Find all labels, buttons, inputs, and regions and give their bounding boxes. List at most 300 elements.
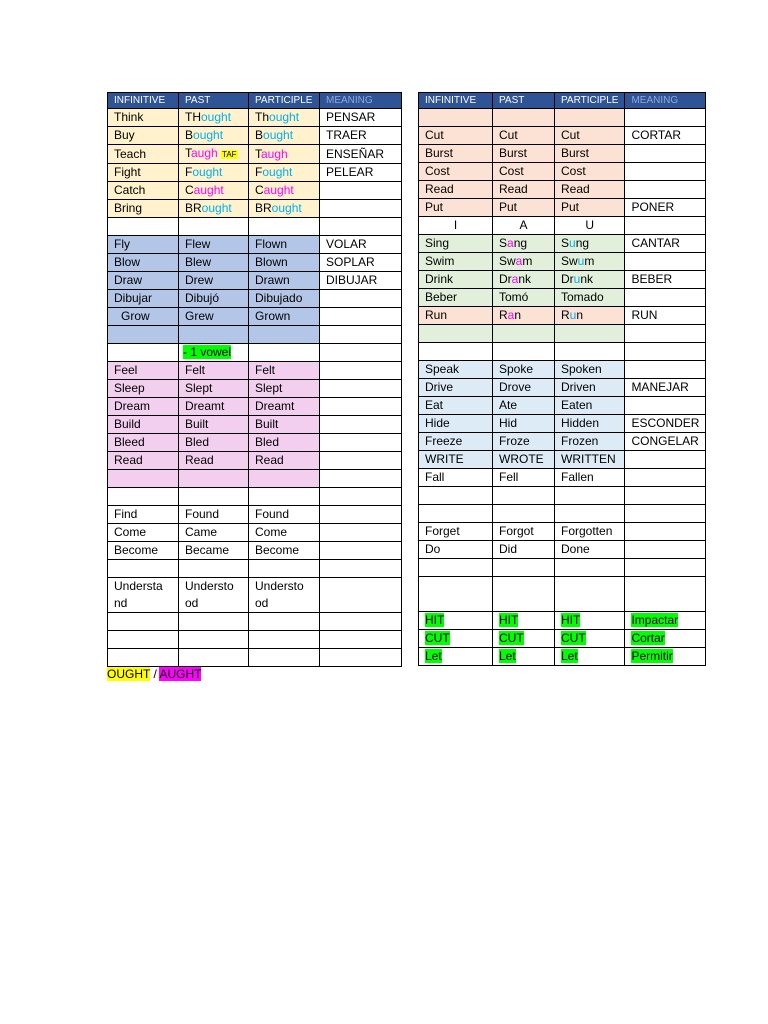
- past-cell: [179, 145, 249, 164]
- table-row: [419, 199, 706, 217]
- participle-stem: S: [561, 236, 570, 250]
- table-row: [108, 127, 402, 145]
- table-row: [108, 182, 402, 200]
- meaning-cell: [625, 469, 706, 487]
- infinitive-cell: Eat: [419, 397, 493, 415]
- table-row: [419, 127, 706, 145]
- participle-cell: Slept: [249, 380, 320, 398]
- past-cell: [493, 648, 555, 666]
- meaning-cell: [625, 541, 706, 559]
- meaning-cell: [320, 542, 402, 560]
- past-cell: Fell: [493, 469, 555, 487]
- infinitive-cell: Bring: [108, 200, 179, 218]
- past-cell: Blew: [179, 254, 249, 272]
- participle-cell: [249, 164, 320, 182]
- participle-ending: ought: [262, 165, 293, 179]
- empty-row: [108, 560, 402, 578]
- highlighted-text: CUT: [561, 631, 586, 645]
- past-cell: Found: [179, 506, 249, 524]
- participle-vowel: u: [569, 236, 576, 250]
- past-cell: [493, 630, 555, 648]
- meaning-cell: [320, 416, 402, 434]
- table-row: [108, 542, 402, 560]
- infinitive-cell: Cut: [419, 127, 493, 145]
- past-cell: Bled: [179, 434, 249, 452]
- participle-stem: T: [255, 146, 261, 161]
- table-row: [419, 612, 706, 630]
- meaning-cell: [320, 308, 402, 326]
- infinitive-cell: Build: [108, 416, 179, 434]
- past-stem: C: [185, 183, 194, 197]
- infinitive-cell: [419, 612, 493, 630]
- empty-row: [108, 488, 402, 506]
- infinitive-cell: Understa nd: [108, 578, 179, 613]
- infinitive-cell: Teach: [108, 145, 179, 164]
- infinitive-cell: Speak: [419, 361, 493, 379]
- past-tail: m: [522, 254, 533, 268]
- past-cell: Understo od: [179, 578, 249, 613]
- past-cell: [493, 271, 555, 289]
- past-cell: Became: [179, 542, 249, 560]
- meaning-cell: SOPLAR: [320, 254, 402, 272]
- legend-ought: OUGHT: [107, 667, 151, 681]
- table-row: [419, 469, 706, 487]
- infinitive-cell: Run: [419, 307, 493, 325]
- participle-cell: [555, 612, 625, 630]
- participle-cell: Eaten: [555, 397, 625, 415]
- participle-cell: Done: [555, 541, 625, 559]
- infinitive-cell: Catch: [108, 182, 179, 200]
- highlighted-text: HIT: [499, 613, 519, 627]
- pronunciation-tag: TAF: [222, 150, 237, 159]
- participle-cell: Bled: [249, 434, 320, 452]
- infinitive-cell: Dibujar: [108, 290, 179, 308]
- past-ending: ought: [192, 165, 223, 179]
- past-cell: [493, 253, 555, 271]
- vowel-note: - 1 vowel: [183, 345, 232, 359]
- participle-cell: [249, 182, 320, 200]
- legend-separator: /: [150, 667, 160, 681]
- participle-cell: Forgotten: [555, 523, 625, 541]
- meaning-cell: [625, 253, 706, 271]
- header-infinitive: INFINITIVE: [108, 93, 179, 109]
- infinitive-cell: Forget: [419, 523, 493, 541]
- participle-cell: [249, 109, 320, 127]
- infinitive-cell: Read: [108, 452, 179, 470]
- participle-cell: WRITTEN: [555, 451, 625, 469]
- vowel-row: [419, 217, 706, 235]
- past-cell: Felt: [179, 362, 249, 380]
- past-cell: Tomó: [493, 289, 555, 307]
- empty-row: [419, 343, 706, 361]
- meaning-cell: [625, 612, 706, 630]
- participle-stem: B: [255, 128, 264, 142]
- highlighted-text: Let: [425, 649, 442, 663]
- table-row: [419, 379, 706, 397]
- table-row: [419, 523, 706, 541]
- past-cell: Slept: [179, 380, 249, 398]
- past-ending: ought: [201, 201, 232, 215]
- infinitive-cell: Think: [108, 109, 179, 127]
- meaning-cell: MANEJAR: [625, 379, 706, 397]
- right-verb-table: [418, 92, 706, 666]
- infinitive-cell: Fight: [108, 164, 179, 182]
- participle-cell: Cost: [555, 163, 625, 181]
- meaning-cell: [320, 182, 402, 200]
- participle-stem: Th: [255, 110, 270, 124]
- past-stem: Sw: [499, 254, 516, 268]
- past-cell: [493, 612, 555, 630]
- infinitive-cell: Fly: [108, 236, 179, 254]
- participle-tail: ng: [575, 236, 590, 250]
- participle-vowel: u: [577, 254, 585, 268]
- meaning-cell: [320, 380, 402, 398]
- participle-cell: [555, 235, 625, 253]
- meaning-cell: [625, 630, 706, 648]
- infinitive-cell: Drive: [419, 379, 493, 397]
- table-row: [108, 308, 402, 326]
- past-stem: B: [185, 128, 194, 142]
- participle-stem: Dr: [561, 272, 574, 286]
- participle-cell: Spoken: [555, 361, 625, 379]
- past-stem: BR: [185, 201, 202, 215]
- participle-vowel: u: [573, 272, 581, 286]
- empty-row: [108, 218, 402, 236]
- table-row: [419, 253, 706, 271]
- participle-cell: Driven: [555, 379, 625, 397]
- meaning-cell: [625, 181, 706, 199]
- meaning-cell: VOLAR: [320, 236, 402, 254]
- infinitive-cell: Become: [108, 542, 179, 560]
- left-verb-table: [107, 92, 402, 667]
- header-row: [108, 93, 402, 109]
- past-ending: aught: [193, 183, 224, 197]
- table-row: [108, 236, 402, 254]
- past-cell: Flew: [179, 236, 249, 254]
- past-cell: [179, 200, 249, 218]
- table-row: [108, 164, 402, 182]
- participle-cell: Dreamt: [249, 398, 320, 416]
- highlighted-text: Impactar: [631, 613, 679, 627]
- participle-ending: augh: [261, 146, 288, 161]
- participle-ending: ought: [271, 201, 302, 215]
- meaning-cell: [320, 524, 402, 542]
- participle-cell: Cut: [555, 127, 625, 145]
- table-row: [419, 307, 706, 325]
- infinitive-cell: [419, 648, 493, 666]
- table-row: [419, 289, 706, 307]
- participle-tail: nk: [580, 272, 594, 286]
- participle-cell: Found: [249, 506, 320, 524]
- table-row: [419, 433, 706, 451]
- highlighted-text: Let: [561, 649, 578, 663]
- participle-ending: aught: [263, 183, 294, 197]
- empty-row: [419, 505, 706, 523]
- past-stem: T: [185, 146, 191, 160]
- meaning-cell: PENSAR: [320, 109, 402, 127]
- meaning-cell: PELEAR: [320, 164, 402, 182]
- table-row: [419, 630, 706, 648]
- past-cell: [493, 307, 555, 325]
- past-tail: ng: [513, 236, 528, 250]
- participle-cell: [555, 253, 625, 271]
- header-past: PAST: [493, 93, 555, 109]
- infinitive-cell: Feel: [108, 362, 179, 380]
- infinitive-cell: Find: [108, 506, 179, 524]
- table-row: [419, 271, 706, 289]
- note-row: [108, 344, 402, 362]
- participle-cell: Fallen: [555, 469, 625, 487]
- past-cell: Came: [179, 524, 249, 542]
- table-row: [108, 416, 402, 434]
- past-cell: Cost: [493, 163, 555, 181]
- past-cell: Burst: [493, 145, 555, 163]
- past-tail: n: [514, 308, 522, 322]
- highlighted-text: Cortar: [631, 631, 665, 645]
- past-cell: Did: [493, 541, 555, 559]
- table-row: [419, 163, 706, 181]
- past-cell: Built: [179, 416, 249, 434]
- past-cell: Drove: [493, 379, 555, 397]
- past-cell: Ate: [493, 397, 555, 415]
- empty-row: [419, 577, 706, 612]
- infinitive-cell: Cost: [419, 163, 493, 181]
- table-row: [108, 145, 402, 164]
- past-stem: TH: [185, 110, 201, 124]
- highlighted-text: Let: [499, 649, 516, 663]
- meaning-cell: RUN: [625, 307, 706, 325]
- vowel-u: U: [555, 217, 625, 235]
- past-ending: ought: [193, 128, 224, 142]
- meaning-cell: [625, 397, 706, 415]
- table-row: [108, 254, 402, 272]
- past-cell: Read: [493, 181, 555, 199]
- empty-row: [108, 613, 402, 631]
- participle-cell: Tomado: [555, 289, 625, 307]
- meaning-cell: ENSEÑAR: [320, 145, 402, 164]
- highlighted-text: CUT: [499, 631, 524, 645]
- participle-cell: Become: [249, 542, 320, 560]
- past-cell: Cut: [493, 127, 555, 145]
- meaning-cell: CONGELAR: [625, 433, 706, 451]
- header-row: [419, 93, 706, 109]
- table-row: [108, 524, 402, 542]
- infinitive-cell: Do: [419, 541, 493, 559]
- vowel-a: A: [493, 217, 555, 235]
- participle-ending: ought: [269, 110, 300, 124]
- participle-stem: R: [561, 308, 570, 322]
- meaning-cell: [320, 506, 402, 524]
- infinitive-cell: WRITE: [419, 451, 493, 469]
- past-cell: Read: [179, 452, 249, 470]
- table-row: [108, 290, 402, 308]
- participle-stem: BR: [255, 201, 272, 215]
- participle-cell: Read: [249, 452, 320, 470]
- participle-tail: n: [576, 308, 584, 322]
- participle-cell: Drawn: [249, 272, 320, 290]
- past-stem: S: [499, 236, 508, 250]
- table-row: [108, 380, 402, 398]
- past-cell: [179, 127, 249, 145]
- meaning-cell: PONER: [625, 199, 706, 217]
- past-cell: Froze: [493, 433, 555, 451]
- participle-cell: Built: [249, 416, 320, 434]
- infinitive-cell: Beber: [419, 289, 493, 307]
- infinitive-cell: Burst: [419, 145, 493, 163]
- empty-row: [419, 325, 706, 343]
- infinitive-cell: Hide: [419, 415, 493, 433]
- table-row: [108, 434, 402, 452]
- past-stem: R: [499, 308, 508, 322]
- infinitive-cell: Fall: [419, 469, 493, 487]
- header-meaning: MEANING: [625, 93, 706, 109]
- participle-cell: [249, 145, 320, 164]
- participle-cell: Felt: [249, 362, 320, 380]
- header-infinitive: INFINITIVE: [419, 93, 493, 109]
- past-vowel: a: [515, 254, 523, 268]
- header-past: PAST: [179, 93, 249, 109]
- meaning-cell: [625, 289, 706, 307]
- past-ending: augh: [191, 146, 218, 160]
- meaning-cell: DIBUJAR: [320, 272, 402, 290]
- infinitive-cell: Blow: [108, 254, 179, 272]
- past-stem: Dr: [499, 272, 512, 286]
- header-meaning: MEANING: [320, 93, 402, 109]
- highlighted-text: HIT: [561, 613, 581, 627]
- table-row: [419, 397, 706, 415]
- table-row: [419, 181, 706, 199]
- meaning-cell: [320, 398, 402, 416]
- participle-cell: Blown: [249, 254, 320, 272]
- participle-cell: [555, 648, 625, 666]
- infinitive-cell: Sing: [419, 235, 493, 253]
- past-cell: [179, 164, 249, 182]
- past-cell: [179, 109, 249, 127]
- vowel-i: I: [419, 217, 493, 235]
- table-row: [108, 200, 402, 218]
- highlighted-text: CUT: [425, 631, 450, 645]
- meaning-cell: ESCONDER: [625, 415, 706, 433]
- participle-cell: Frozen: [555, 433, 625, 451]
- color-legend: [107, 666, 201, 682]
- participle-cell: Grown: [249, 308, 320, 326]
- past-ending: ought: [201, 110, 232, 124]
- infinitive-cell: Dream: [108, 398, 179, 416]
- meaning-cell: CANTAR: [625, 235, 706, 253]
- table-row: [108, 272, 402, 290]
- infinitive-cell: Read: [419, 181, 493, 199]
- highlighted-text: HIT: [425, 613, 445, 627]
- meaning-cell: [320, 362, 402, 380]
- meaning-cell: [625, 451, 706, 469]
- meaning-cell: CORTAR: [625, 127, 706, 145]
- table-row: [108, 506, 402, 524]
- infinitive-cell: Swim: [419, 253, 493, 271]
- past-tail: nk: [518, 272, 532, 286]
- participle-cell: [249, 127, 320, 145]
- participle-cell: [555, 630, 625, 648]
- participle-cell: Hidden: [555, 415, 625, 433]
- meaning-cell: [320, 452, 402, 470]
- participle-cell: [249, 200, 320, 218]
- meaning-cell: [625, 648, 706, 666]
- participle-cell: [555, 307, 625, 325]
- table-row: [108, 578, 402, 613]
- header-participle: PARTICIPLE: [249, 93, 320, 109]
- past-cell: Put: [493, 199, 555, 217]
- past-stem: F: [185, 165, 193, 179]
- table-row: [419, 648, 706, 666]
- participle-cell: Dibujado: [249, 290, 320, 308]
- past-cell: Drew: [179, 272, 249, 290]
- empty-row: [108, 631, 402, 649]
- meaning-cell: TRAER: [320, 127, 402, 145]
- table-row: [419, 541, 706, 559]
- past-vowel: a: [507, 236, 514, 250]
- participle-cell: [555, 271, 625, 289]
- table-row: [419, 415, 706, 433]
- past-cell: WROTE: [493, 451, 555, 469]
- past-cell: Hid: [493, 415, 555, 433]
- participle-tail: m: [584, 254, 595, 268]
- past-cell: Grew: [179, 308, 249, 326]
- infinitive-cell: Sleep: [108, 380, 179, 398]
- meaning-cell: [625, 145, 706, 163]
- meaning-cell: [625, 361, 706, 379]
- past-vowel: a: [511, 272, 519, 286]
- participle-cell: Read: [555, 181, 625, 199]
- participle-ending: ought: [263, 128, 294, 142]
- meaning-cell: [625, 523, 706, 541]
- header-participle: PARTICIPLE: [555, 93, 625, 109]
- meaning-cell: [320, 578, 402, 613]
- participle-cell: Put: [555, 199, 625, 217]
- past-cell: Forgot: [493, 523, 555, 541]
- empty-row: [419, 559, 706, 577]
- empty-row: [108, 326, 402, 344]
- participle-stem: C: [255, 183, 264, 197]
- infinitive-cell: Put: [419, 199, 493, 217]
- empty-row: [108, 649, 402, 667]
- meaning-cell: [320, 434, 402, 452]
- meaning-cell: [320, 290, 402, 308]
- past-cell: Dibujó: [179, 290, 249, 308]
- participle-vowel: u: [569, 308, 577, 322]
- past-cell: Dreamt: [179, 398, 249, 416]
- infinitive-cell: Drink: [419, 271, 493, 289]
- table-row: [108, 109, 402, 127]
- participle-stem: Sw: [561, 254, 578, 268]
- table-row: [108, 362, 402, 380]
- table-row: [419, 451, 706, 469]
- empty-row: [108, 470, 402, 488]
- participle-cell: Burst: [555, 145, 625, 163]
- infinitive-cell: Draw: [108, 272, 179, 290]
- past-cell: [179, 182, 249, 200]
- infinitive-cell: [419, 630, 493, 648]
- participle-cell: Flown: [249, 236, 320, 254]
- meaning-cell: [320, 200, 402, 218]
- legend-aught: AUGHT: [159, 667, 202, 681]
- past-vowel: a: [507, 308, 515, 322]
- infinitive-cell: Grow: [108, 308, 179, 326]
- table-row: [419, 235, 706, 253]
- infinitive-cell: Bleed: [108, 434, 179, 452]
- meaning-cell: [625, 163, 706, 181]
- participle-stem: F: [255, 165, 263, 179]
- table-row: [419, 145, 706, 163]
- infinitive-cell: Buy: [108, 127, 179, 145]
